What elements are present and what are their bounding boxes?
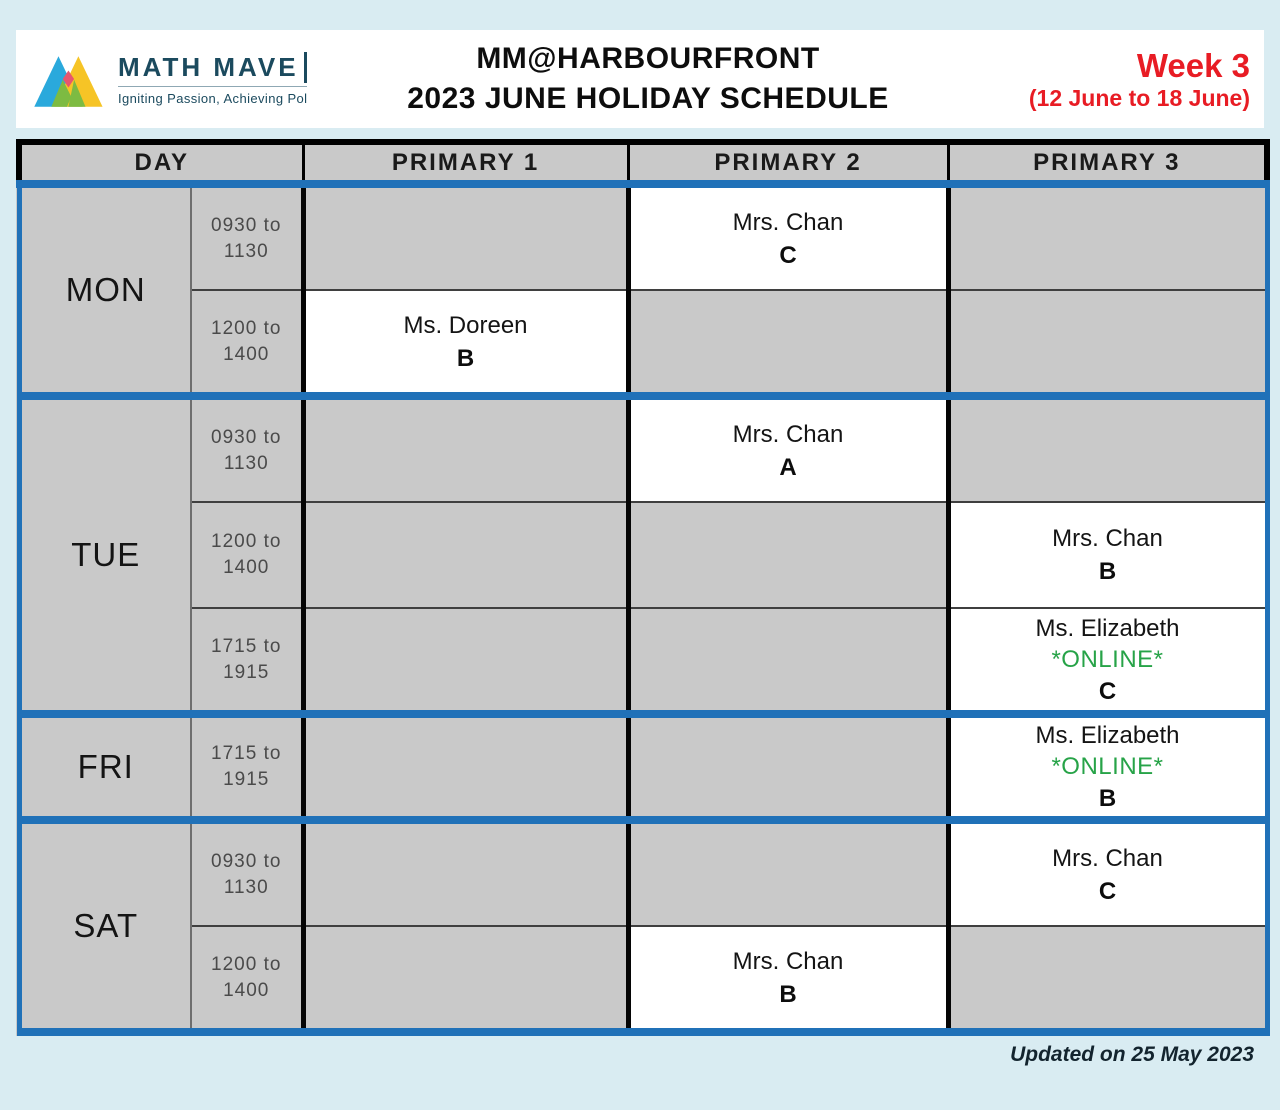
brand-tagline: Igniting Passion, Achieving Pol: [118, 86, 307, 106]
table-row: [19, 184, 1267, 290]
day-label-sat: SAT: [19, 820, 191, 1032]
schedule-cell: [303, 290, 628, 396]
schedule-cell-empty: [303, 714, 628, 820]
time-slot: 0930 to 1130: [191, 820, 303, 926]
schedule-cell-empty: [948, 926, 1267, 1032]
column-header-primary3: PRIMARY 3: [948, 142, 1267, 184]
class-letter: A: [779, 453, 797, 481]
day-label-mon: MON: [19, 184, 191, 396]
table-row: [19, 714, 1267, 820]
schedule-cell: [948, 608, 1267, 714]
day-label-tue: TUE: [19, 396, 191, 714]
math-maven-logo: [30, 47, 330, 111]
schedule-cell-empty: [628, 820, 948, 926]
schedule-cell-empty: [303, 184, 628, 290]
time-slot: 1200 to 1400: [191, 502, 303, 608]
mountain-logo-icon: [30, 47, 104, 111]
table-row: [19, 820, 1267, 926]
schedule-cell: [628, 184, 948, 290]
schedule-cell: [948, 820, 1267, 926]
table-header: [19, 142, 1267, 184]
table-row: [19, 608, 1267, 714]
class-letter: B: [1098, 785, 1117, 812]
time-slot: 0930 to 1130: [191, 184, 303, 290]
page-title: [330, 39, 966, 120]
title-line-1: MM@HARBOURFRONT: [476, 41, 820, 75]
class-letter: B: [779, 980, 797, 1008]
teacher-name: Ms. Doreen: [403, 311, 528, 339]
teacher-name: Mrs. Chan: [732, 947, 844, 975]
week-label: Week 3: [1136, 46, 1250, 84]
class-letter: C: [1098, 677, 1117, 705]
schedule-cell-empty: [948, 290, 1267, 396]
teacher-name: Mrs. Chan: [1052, 525, 1163, 552]
time-slot: 1200 to 1400: [191, 290, 303, 396]
time-slot: 1200 to 1400: [191, 926, 303, 1032]
teacher-name: Ms. Elizabeth: [1035, 722, 1180, 749]
day-block-tue: [19, 396, 1267, 714]
time-slot: 1715 to 1915: [191, 608, 303, 714]
table-row: [19, 290, 1267, 396]
teacher-name: Mrs. Chan: [732, 420, 844, 448]
schedule-table: [16, 139, 1270, 1036]
column-header-primary1: PRIMARY 1: [303, 142, 628, 184]
schedule-cell: [948, 502, 1267, 608]
time-slot: 1715 to 1915: [191, 714, 303, 820]
schedule-cell-empty: [628, 502, 948, 608]
schedule-cell: [628, 926, 948, 1032]
day-label-fri: FRI: [19, 714, 191, 820]
schedule-cell-empty: [628, 608, 948, 714]
schedule-cell-empty: [628, 290, 948, 396]
column-header-primary2: PRIMARY 2: [628, 142, 948, 184]
title-line-2: 2023 JUNE HOLIDAY SCHEDULE: [407, 82, 889, 115]
week-info: [966, 46, 1256, 113]
schedule-cell-empty: [628, 714, 948, 820]
teacher-name: Mrs. Chan: [1052, 844, 1163, 872]
table-row: [19, 502, 1267, 608]
header-band: [16, 30, 1264, 128]
schedule-cell-empty: [303, 926, 628, 1032]
schedule-cell-empty: [303, 502, 628, 608]
updated-note: Updated on 25 May 2023: [1010, 1043, 1254, 1066]
class-letter: C: [779, 241, 797, 269]
time-slot: 0930 to 1130: [191, 396, 303, 502]
class-letter: B: [1098, 558, 1117, 585]
schedule-cell-empty: [303, 820, 628, 926]
schedule-cell: [948, 714, 1267, 820]
week-range: (12 June to 18 June): [1028, 85, 1250, 112]
schedule-cell-empty: [948, 396, 1267, 502]
day-block-fri: [19, 714, 1267, 820]
class-letter: B: [456, 344, 475, 372]
online-badge: *ONLINE*: [1051, 645, 1164, 673]
schedule-cell-empty: [948, 184, 1267, 290]
schedule-cell-empty: [303, 396, 628, 502]
column-header-day: DAY: [19, 142, 303, 184]
class-letter: C: [1098, 877, 1117, 905]
table-row: [19, 926, 1267, 1032]
teacher-name: Mrs. Chan: [732, 208, 844, 236]
table-row: [19, 396, 1267, 502]
teacher-name: Ms. Elizabeth: [1035, 614, 1180, 642]
online-badge: *ONLINE*: [1051, 753, 1164, 780]
schedule-cell-empty: [303, 608, 628, 714]
logo-text: [118, 52, 307, 106]
brand-name: MATH MAVE: [118, 52, 307, 83]
day-block-sat: [19, 820, 1267, 1032]
schedule-cell: [628, 396, 948, 502]
day-block-mon: [19, 184, 1267, 396]
